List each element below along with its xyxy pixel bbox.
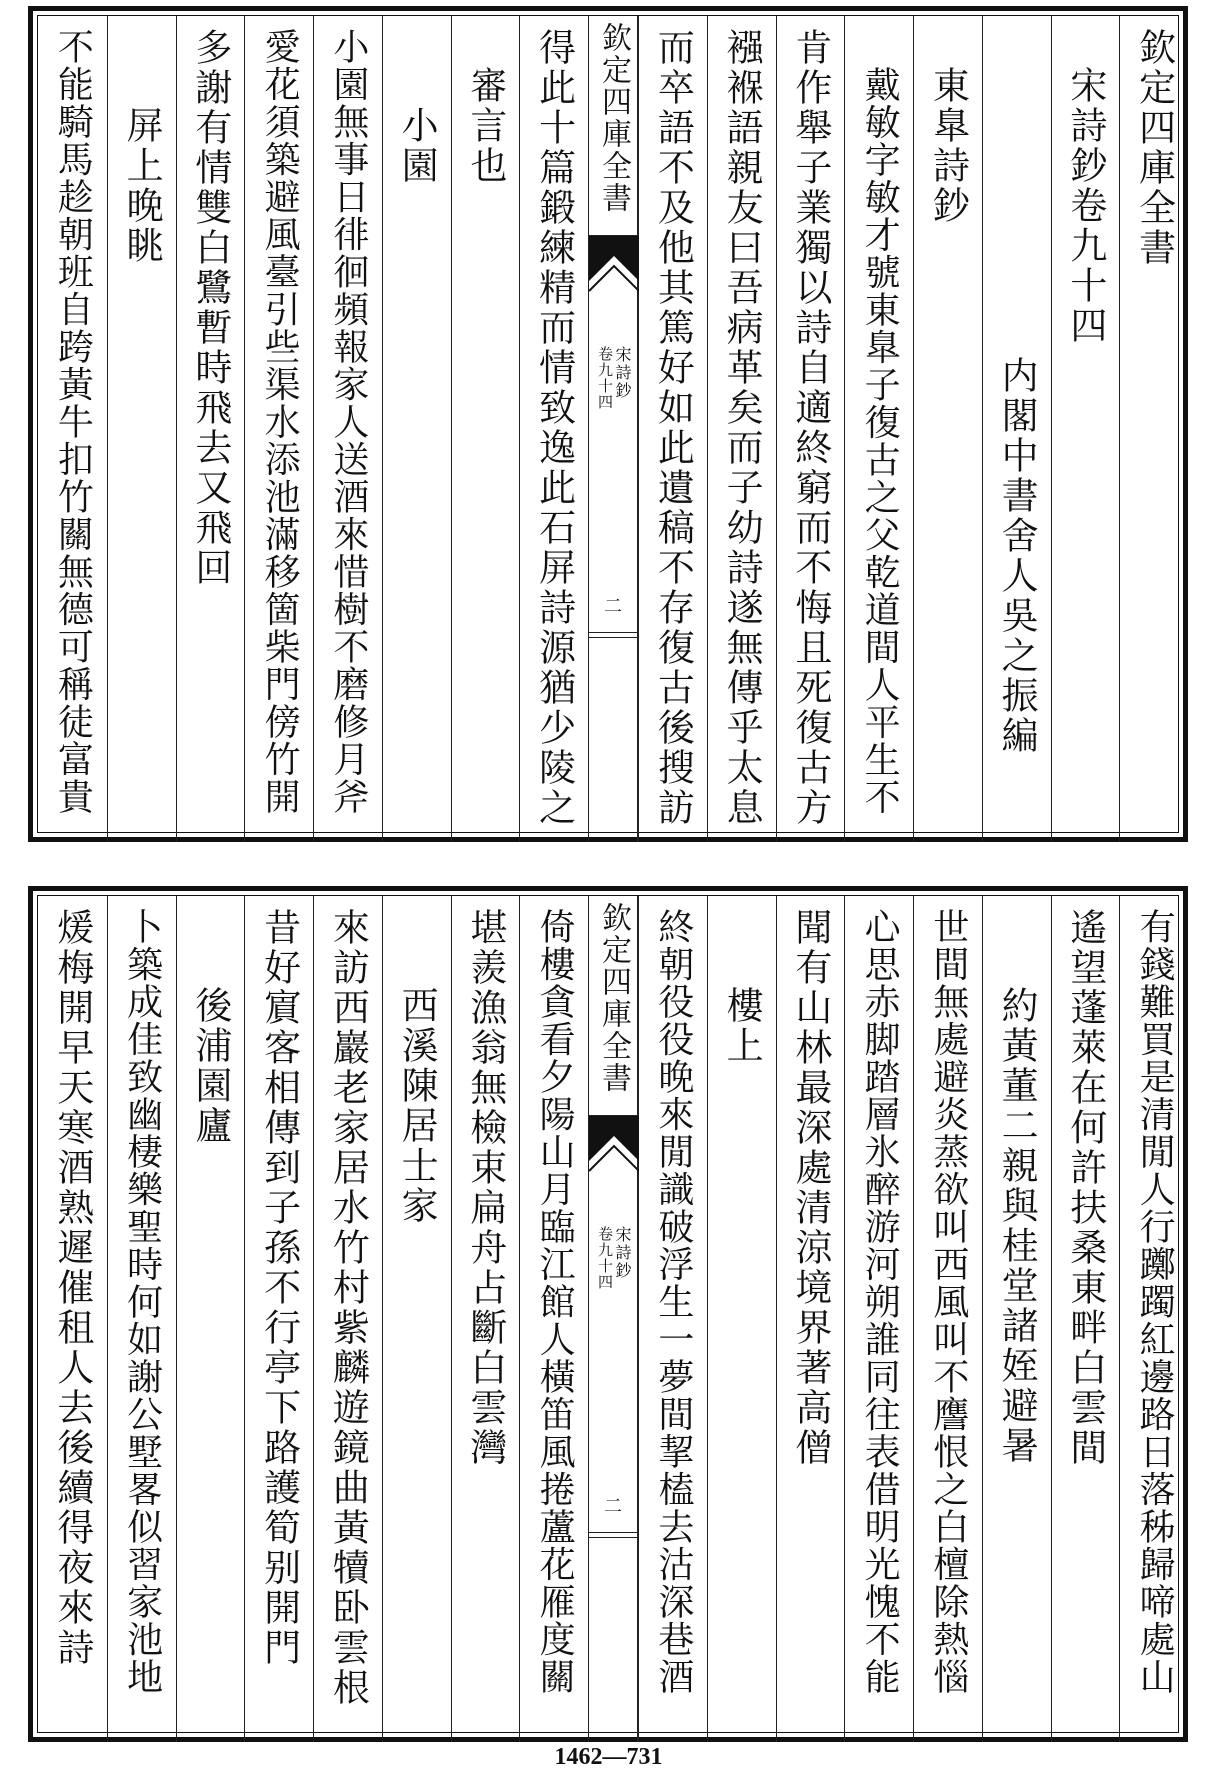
text-column [707, 16, 776, 842]
text-column [313, 896, 382, 1742]
text-column [176, 16, 245, 842]
text-column [1051, 16, 1120, 842]
page-number: 1462—731 [554, 1744, 663, 1770]
text-column [776, 16, 845, 842]
text-column [244, 16, 313, 842]
text-column [107, 16, 176, 842]
column-text: 世間無處避炎蒸欲叫西風叫不譍恨之白檀除熱惱 [927, 908, 969, 1696]
text-column [844, 896, 913, 1742]
column-text: 戴敏字敏才號東臯子復古之父乾道間人平生不 [859, 66, 901, 816]
text-column [382, 896, 451, 1742]
folio-rule [589, 1537, 637, 1538]
text-column [1119, 16, 1188, 842]
text-column [638, 896, 707, 1742]
top-page-frame [28, 6, 1188, 842]
column-text: 西溪陳居士家 [395, 986, 439, 1226]
column-text: 欽定四庫全書 [1132, 28, 1176, 268]
text-column [913, 16, 982, 842]
folio-number: 二 [604, 596, 622, 617]
folio-rule [589, 637, 637, 638]
center-title: 欽定四庫全書 [589, 16, 637, 236]
folio-rule [589, 1532, 637, 1533]
column-text: 卜築成佳致幽棲樂聖時何如謝公墅畧似習家池地 [121, 908, 163, 1696]
column-text: 有錢難買是清閒人行躑躅紅邊路日落秭歸啼處山 [1134, 908, 1176, 1696]
column-text: 肯作舉子業獨以詩自適終窮而不悔且死復古方 [788, 28, 832, 828]
text-column [382, 16, 451, 842]
center-title: 欽定四庫全書 [589, 896, 637, 1116]
center-volume: 卷九十四 [596, 1226, 614, 1290]
column-text: 倚樓貪看夕陽山月臨江館人橫笛風捲蘆花雁度關 [534, 908, 576, 1696]
bottom-page-frame [28, 886, 1188, 1742]
text-column [176, 896, 245, 1742]
folio-number: 二 [604, 1496, 622, 1517]
bottom-page-columns [38, 896, 1188, 1742]
column-text: 遙望蓬萊在何許扶桑東畔白雲間 [1063, 908, 1107, 1468]
column-text: 得此十篇鍛練精而情致逸此石屏詩源猶少陵之 [532, 28, 576, 828]
column-text: 心思赤脚踏層氷醉游河朔誰同往表借明光愧不能 [859, 908, 901, 1696]
column-text: 約黃董二親與桂堂諸姪避暑 [995, 986, 1039, 1466]
column-text: 聞有山林最深處清涼境界著高僧 [788, 908, 832, 1468]
column-text: 而卒語不及他其篤好如此遺稿不存復古後搜訪 [651, 28, 695, 828]
column-text: 審言也 [463, 66, 507, 186]
text-column [519, 896, 588, 1742]
text-column [638, 16, 707, 842]
column-text: 東臯詩鈔 [926, 66, 970, 226]
text-column [107, 896, 176, 1742]
column-text: 小園 [395, 106, 439, 186]
column-text: 多謝有情雙白鷺暫時飛去又飛回 [188, 28, 232, 588]
text-column [1119, 896, 1188, 1742]
fishtail-mark [589, 236, 639, 326]
column-text: 來訪西巖老家居水竹村紫麟遊鏡曲黃犢卧雲根 [326, 908, 370, 1708]
text-column [982, 16, 1051, 842]
text-column [982, 896, 1051, 1742]
text-column [913, 896, 982, 1742]
center-book-name: 宋詩鈔 [613, 1226, 632, 1280]
text-column [451, 16, 520, 842]
text-column [519, 16, 588, 842]
folio-rule [589, 632, 637, 633]
column-text: 後浦園廬 [188, 986, 232, 1146]
column-text: 不能騎馬趁朝班自跨黃牛扣竹關無德可稱徒富貴 [52, 28, 94, 816]
text-column [38, 16, 107, 842]
center-fold-column [588, 896, 638, 1742]
column-text: 小園無事日徘徊頻報家人送酒來惜樹不磨修月斧 [327, 28, 369, 816]
text-column [844, 16, 913, 842]
column-text: 屏上晚眺 [120, 106, 164, 266]
fishtail-mark [589, 1116, 639, 1206]
column-text: 堪羨漁翁無檢束扁舟占斷白雲灣 [463, 908, 507, 1468]
center-fold-column [588, 16, 638, 842]
text-column [1051, 896, 1120, 1742]
text-column [38, 896, 107, 1742]
top-page-columns [38, 16, 1188, 842]
column-text: 内閣中書舍人吳之振編 [995, 356, 1039, 756]
column-text: 昔好賔客相傳到子孫不行亭下路護筍别開門 [257, 908, 301, 1668]
text-column [244, 896, 313, 1742]
column-text: 煖梅開早天寒酒熟遲催租人去後續得夜來詩 [50, 908, 94, 1668]
center-book-name: 宋詩鈔 [613, 346, 632, 400]
text-column [451, 896, 520, 1742]
column-text: 襁褓語親友曰吾病革矣而子幼詩遂無傳乎太息 [720, 28, 764, 828]
column-text: 終朝役役晚來閒識破浮生一夢間挈榼去沽深巷酒 [652, 908, 694, 1696]
column-text: 愛花須築避風臺引些渠水添池滿移箇柴門傍竹開 [259, 28, 301, 816]
text-column [707, 896, 776, 1742]
text-column [313, 16, 382, 842]
column-text: 宋詩鈔卷九十四 [1063, 66, 1107, 346]
column-text: 樓上 [720, 986, 764, 1066]
center-volume: 卷九十四 [596, 346, 614, 410]
text-column [776, 896, 845, 1742]
